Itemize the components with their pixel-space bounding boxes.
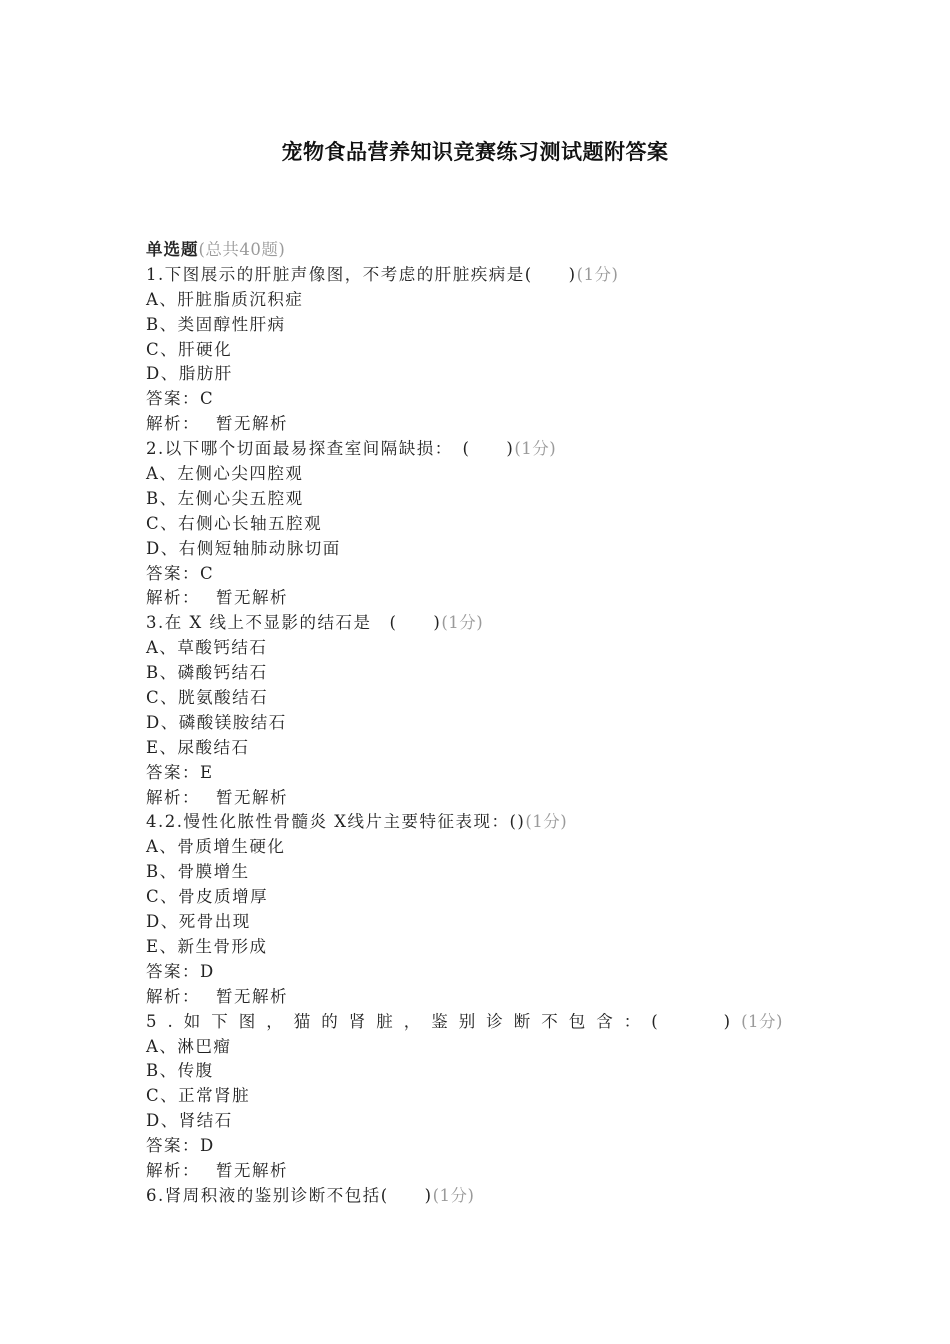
answer-line bbox=[146, 960, 866, 985]
question-text: 1.下图展示的肝脏声像图，不考虑的肝脏疾病是( ) bbox=[146, 264, 577, 284]
option-item: A、草酸钙结石 bbox=[146, 638, 268, 658]
page-title: 宠物食品营养知识竞赛练习测试题附答案 bbox=[281, 139, 669, 164]
answer-line bbox=[146, 1134, 866, 1159]
answer-label: 答案： bbox=[146, 1136, 200, 1156]
analysis-text: 暂无解析 bbox=[216, 986, 288, 1006]
analysis-text: 暂无解析 bbox=[216, 414, 288, 434]
option-item: A、左侧心尖四腔观 bbox=[146, 464, 304, 484]
answer-label: 答案： bbox=[146, 961, 200, 981]
option-item: C、右侧心长轴五腔观 bbox=[146, 513, 323, 533]
option-item: C、胱氨酸结石 bbox=[146, 688, 269, 708]
answer-line bbox=[146, 761, 866, 786]
section-header bbox=[146, 238, 866, 263]
option-item: D、死骨出现 bbox=[146, 912, 251, 932]
question-score: (1分) bbox=[432, 1185, 475, 1205]
answer-value: C bbox=[200, 389, 215, 409]
option-item: D、右侧短轴肺动脉切面 bbox=[146, 538, 341, 558]
option-item: B、磷酸钙结石 bbox=[146, 663, 268, 683]
answer-label: 答案： bbox=[146, 389, 200, 409]
question-list bbox=[146, 238, 866, 1209]
answer-label: 答案： bbox=[146, 563, 200, 583]
answer-value: D bbox=[200, 1136, 215, 1156]
answer-line bbox=[146, 387, 866, 412]
option-item: E、尿酸结石 bbox=[146, 737, 250, 757]
option-item: D、磷酸镁胺结石 bbox=[146, 712, 287, 732]
analysis-label: 解析： bbox=[146, 414, 200, 434]
question-stem bbox=[146, 263, 866, 288]
analysis-line bbox=[146, 985, 866, 1010]
analysis-line bbox=[146, 786, 866, 811]
option-item: D、脂肪肝 bbox=[146, 364, 233, 384]
answer-value: C bbox=[200, 563, 215, 583]
question-text: 4.2.慢性化脓性骨髓炎 X线片主要特征表现：() bbox=[146, 812, 526, 832]
option-item: C、正常肾脏 bbox=[146, 1086, 251, 1106]
question-score: (1分) bbox=[576, 264, 619, 284]
option-item: A、淋巴瘤 bbox=[146, 1036, 232, 1056]
analysis-label: 解析： bbox=[146, 1160, 200, 1180]
analysis-line bbox=[146, 412, 866, 437]
answer-line bbox=[146, 562, 866, 587]
question-text: 5.如下图，猫的肾脏，鉴别诊断不包含：( ) bbox=[146, 1011, 742, 1031]
answer-value: E bbox=[200, 762, 214, 782]
option-item: B、左侧心尖五腔观 bbox=[146, 488, 304, 508]
question-stem bbox=[146, 437, 866, 462]
question-text: 3.在 X 线上不显影的结石是 ( ) bbox=[146, 613, 442, 633]
analysis-line bbox=[146, 1159, 866, 1184]
question-text: 6.肾周积液的鉴别诊断不包括( ) bbox=[146, 1185, 433, 1205]
option-item: B、骨膜增生 bbox=[146, 862, 250, 882]
answer-label: 答案： bbox=[146, 762, 200, 782]
section-label: 单选题 bbox=[146, 240, 199, 259]
analysis-text: 暂无解析 bbox=[216, 1160, 288, 1180]
analysis-text: 暂无解析 bbox=[216, 588, 288, 608]
option-item: B、类固醇性肝病 bbox=[146, 314, 286, 334]
analysis-label: 解析： bbox=[146, 588, 200, 608]
question-stem bbox=[146, 611, 866, 636]
question-score: (1分) bbox=[441, 613, 484, 633]
option-item: A、骨质增生硬化 bbox=[146, 837, 286, 857]
section-count: (总共40题) bbox=[198, 240, 286, 259]
question-stem bbox=[146, 1010, 866, 1035]
answer-value: D bbox=[200, 961, 215, 981]
question-text: 2.以下哪个切面最易探查室间隔缺损： ( ) bbox=[146, 439, 515, 459]
option-item: C、骨皮质增厚 bbox=[146, 887, 269, 907]
option-item: E、新生骨形成 bbox=[146, 936, 268, 956]
option-item: D、肾结石 bbox=[146, 1111, 233, 1131]
analysis-line bbox=[146, 586, 866, 611]
analysis-label: 解析： bbox=[146, 787, 200, 807]
analysis-text: 暂无解析 bbox=[216, 787, 288, 807]
analysis-label: 解析： bbox=[146, 986, 200, 1006]
option-item: B、传腹 bbox=[146, 1061, 214, 1081]
question-score: (1分) bbox=[525, 812, 568, 832]
question-score: (1分) bbox=[514, 439, 557, 459]
option-item: C、肝硬化 bbox=[146, 339, 233, 359]
question-score: (1分) bbox=[741, 1011, 783, 1031]
question-stem bbox=[146, 810, 866, 835]
question-stem bbox=[146, 1184, 866, 1209]
option-item: A、肝脏脂质沉积症 bbox=[146, 289, 304, 309]
